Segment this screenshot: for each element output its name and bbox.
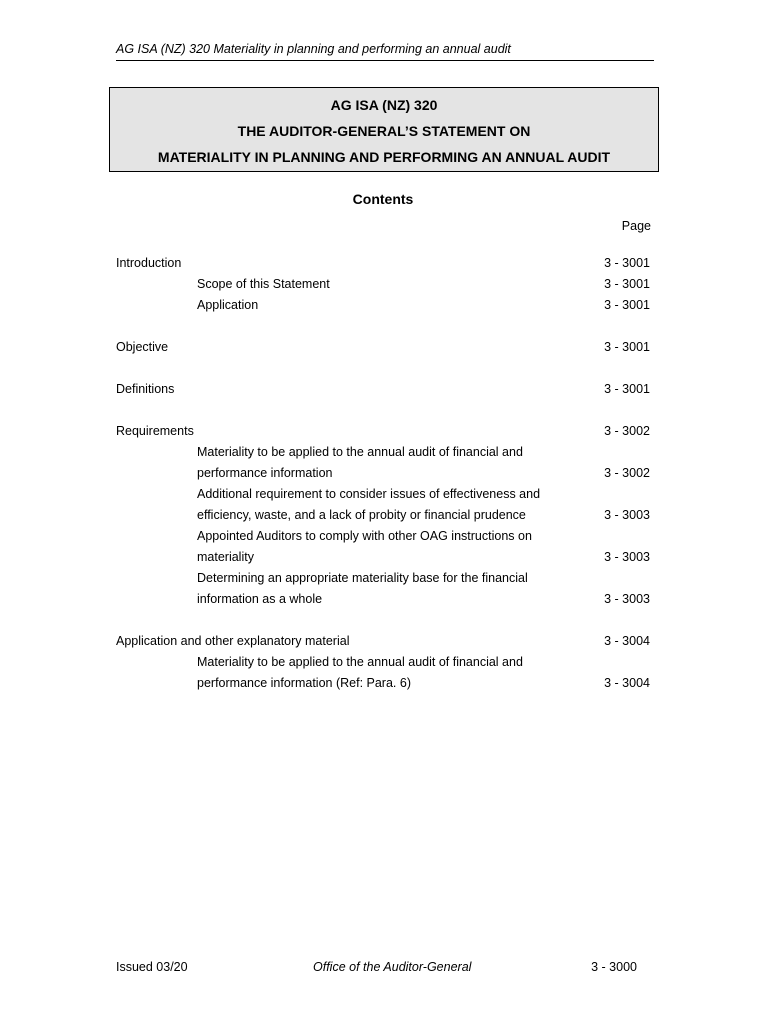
toc-entry-scope[interactable]: Scope of this Statement [197,277,330,291]
toc-entry-materiality-applied-ref-cont[interactable]: performance information (Ref: Para. 6) [197,676,411,690]
toc-entry-appointed-auditors-cont[interactable]: materiality [197,550,254,564]
toc-page-number: 3 - 3003 [604,592,650,606]
toc-entry-requirements[interactable]: Requirements [116,424,194,438]
toc-entry-additional-requirement[interactable]: Additional requirement to consider issues of effectiveness and [197,487,541,501]
toc-page-number: 3 - 3001 [604,256,650,270]
standard-code: AG ISA (NZ) 320 [330,97,438,113]
toc-page-number: 3 - 3002 [604,424,650,438]
toc-page-number: 3 - 3002 [604,466,650,480]
toc-page-number: 3 - 3003 [604,508,650,522]
toc-entry-materiality-applied[interactable]: Materiality to be applied to the annual audit of financial and [197,445,523,459]
toc-page-number: 3 - 3001 [604,298,650,312]
page-column-label: Page [621,219,651,233]
toc-page-number: 3 - 3003 [604,550,650,564]
title-box [109,87,659,172]
toc-entry-application-material[interactable]: Application and other explanatory material [116,634,350,648]
toc-page-number: 3 - 3001 [604,340,650,354]
toc-entry-materiality-base-cont[interactable]: information as a whole [197,592,323,606]
toc-page-number: 3 - 3004 [604,676,650,690]
toc-entry-introduction[interactable]: Introduction [116,256,182,270]
toc-entry-appointed-auditors[interactable]: Appointed Auditors to comply with other OAG instructions on [197,529,532,543]
toc-page-number: 3 - 3001 [604,382,650,396]
toc-entry-materiality-base[interactable]: Determining an appropriate materiality base for the financial [197,571,528,585]
toc-entry-materiality-applied-ref[interactable]: Materiality to be applied to the annual audit of financial and [197,655,523,669]
toc-entry-materiality-applied-cont[interactable]: performance information [197,466,333,480]
contents-heading: Contents [352,191,414,207]
toc-entry-objective[interactable]: Objective [116,340,169,354]
statement-title-line2: MATERIALITY IN PLANNING AND PERFORMING AN ANNUAL AUDIT [157,149,611,165]
footer-issued-date: Issued 03/20 [116,960,188,974]
toc-page-number: 3 - 3001 [604,277,650,291]
running-header: AG ISA (NZ) 320 Materiality in planning and performing an annual audit [116,41,654,61]
toc-entry-additional-requirement-cont[interactable]: efficiency, waste, and a lack of probity or financial prudence [197,508,526,522]
footer-page-number: 3 - 3000 [591,960,637,974]
footer-office: Office of the Auditor-General [313,960,472,974]
toc-page-number: 3 - 3004 [604,634,650,648]
toc-entry-definitions[interactable]: Definitions [116,382,175,396]
statement-title-line1: THE AUDITOR-GENERAL’S STATEMENT ON [237,123,531,139]
toc-entry-application[interactable]: Application [197,298,259,312]
